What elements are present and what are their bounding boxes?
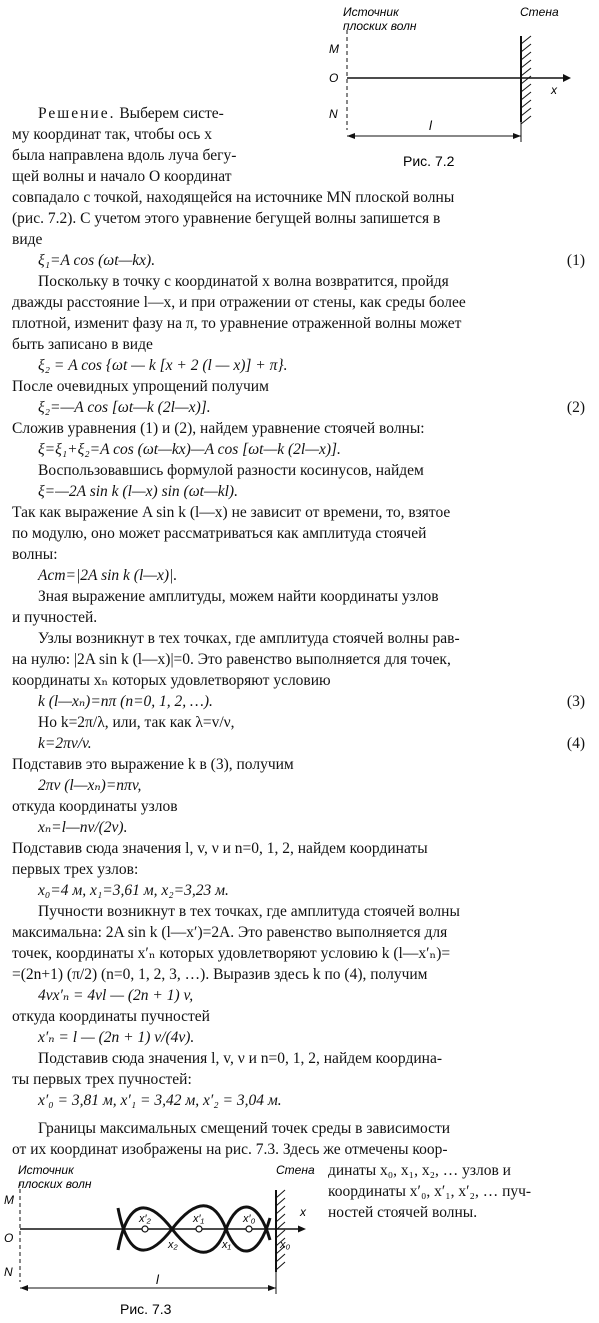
fig73-wall-hatch <box>276 1190 285 1270</box>
text-line-15: Так как выражение A sin k (l—x) не зависит от времени, то, взятое <box>12 504 451 521</box>
equation-2-number: (2) <box>566 399 585 416</box>
equation-3-number: (3) <box>566 693 585 710</box>
text-line-25: откуда координаты узлов <box>12 798 178 815</box>
text-line-21: на нулю: |2A sin k (l—x)|=0. Это равенство выполняется для точек, <box>12 651 451 668</box>
text-line-16: по модулю, оно может рассматриваться как амплитуда стоячей <box>12 525 427 542</box>
text-line-7: виде <box>12 231 43 248</box>
fig73-point-o: O <box>4 1231 14 1245</box>
equation-2: ξ₂=—A cos [ωt—k (2l—x)]. <box>38 399 211 416</box>
fig73-point-m: M <box>4 1193 14 1207</box>
text-line-39: ностей стоячей волны. <box>328 1204 478 1221</box>
equation-reflected: ξ₂ = A cos {ωt — k [x + 2 (l — x)] + π}. <box>38 357 288 374</box>
equation-4: k=2πν/v. <box>38 735 92 752</box>
text-line-23: Но k=2π/λ, или, так как λ=v/ν, <box>38 714 235 731</box>
solution-heading: Решение. <box>38 105 116 122</box>
fig73-wall-label: Стена <box>276 1163 315 1177</box>
text-line-1 <box>38 104 224 124</box>
text-line-19: и пучностей. <box>12 609 98 626</box>
text-line-33: Подставив сюда значения l, v, ν и n=0, 1, 2, найдем координа- <box>38 1050 442 1067</box>
text-line-24: Подставив это выражение k в (3), получим <box>12 756 294 773</box>
fig72-dim-arrow-left-icon <box>347 133 355 139</box>
fig73-source-label-2: плоских волн <box>18 1177 92 1191</box>
fig73-anti-x1-label: x′₁ <box>193 1213 205 1225</box>
equation-sum: ξ=ξ₁+ξ₂=A cos (ωt—kx)—A cos [ωt—k (2l—x)]. <box>38 441 341 458</box>
fig72-axis-x: x <box>551 83 557 97</box>
text-line-38: координаты x′₀, x′₁, x′₂, … пуч- <box>328 1183 532 1200</box>
figure-7-3 <box>0 1160 322 1323</box>
equation-antinode-1: 4νx′ₙ = 4νl — (2n + 1) v, <box>38 987 194 1004</box>
fig73-node-x0-label: x₀ <box>280 1239 291 1251</box>
text-line-36: от их координат изображены на рис. 7.3. Здесь же отмечены коор- <box>12 1141 448 1158</box>
text-line-2: му координат так, чтобы ось x <box>12 126 212 143</box>
text-line-11: быть записано в виде <box>12 336 153 353</box>
text-line-5: совпадало с точкой, находящейся на источнике MN плоской волны <box>12 189 455 206</box>
fig73-length-l: l <box>156 1272 159 1287</box>
text-line-4: щей волны и начало O координат <box>12 168 232 185</box>
equation-antinode-2: x′ₙ = l — (2n + 1) v/(4ν). <box>38 1029 195 1046</box>
equation-node-coordinates: xₙ=l—nv/(2ν). <box>38 819 128 836</box>
fig73-axis-x: x <box>300 1205 306 1219</box>
fig73-antinode-1-marker <box>196 1226 202 1232</box>
text-line-10: плотной, изменит фазу на π, то уравнение отраженной волны может <box>12 315 462 332</box>
fig73-node-x1-label: x₁ <box>222 1239 231 1251</box>
text-line-3: была направлена вдоль луча бегу- <box>12 147 237 164</box>
text-line-20: Узлы возникнут в тех точках, где амплитуда стоячей волны рав- <box>38 630 460 647</box>
fig73-antinode-0-marker <box>246 1226 252 1232</box>
fig73-node-x2-label: x₂ <box>168 1239 178 1251</box>
text-line-26: Подставив сюда значения l, v, ν и n=0, 1, 2, найдем координаты <box>12 840 428 857</box>
fig73-source-label-1: Источник <box>18 1163 74 1177</box>
text-line-8: Поскольку в точку с координатой x волна возвратится, пройдя <box>38 273 449 290</box>
fig72-wall-label: Стена <box>520 5 559 19</box>
fig73-point-n: N <box>4 1265 13 1279</box>
fig72-point-o: O <box>329 71 339 85</box>
text-line-12: После очевидных упрощений получим <box>12 378 269 395</box>
fig72-source-label-2: плоских волн <box>343 19 417 33</box>
text-line-18: Зная выражение амплитуды, можем найти координаты узлов <box>38 588 439 605</box>
text-line-32: откуда координаты пучностей <box>12 1008 210 1025</box>
fig73-antinode-2-marker <box>142 1226 148 1232</box>
fig73-anti-x0-label: x′₀ <box>243 1213 256 1225</box>
text-line-17: волны: <box>12 546 58 563</box>
text-line-9: дважды расстояние l—x, и при отражении от стены, как среды более <box>12 294 466 311</box>
text-line-14: Воспользовавшись формулой разности косинусов, найдем <box>38 462 424 479</box>
text-line-1-rest: Выберем систе- <box>115 105 224 122</box>
fig73-dim-arrow-left-icon <box>20 1285 28 1291</box>
fig73-arrow-icon <box>298 1226 306 1233</box>
fig73-dim-arrow-right-icon <box>268 1285 276 1291</box>
fig72-caption: Рис. 7.2 <box>403 153 455 169</box>
equation-substituted: 2πν (l—xₙ)=nπv, <box>38 777 142 794</box>
text-line-37: динаты x₀, x₁, x₂, … узлов и <box>328 1162 511 1179</box>
text-line-29: максимальна: 2A sin k (l—x′)=2A. Это равенство выполняется для <box>12 924 448 941</box>
text-line-34: ты первых трех пучностей: <box>12 1071 192 1088</box>
fig72-wall-hatch <box>521 36 531 124</box>
fig72-arrow-icon <box>563 74 571 82</box>
text-line-27: первых трех узлов: <box>12 861 139 878</box>
equation-1-number: (1) <box>566 252 585 269</box>
equation-1: ξ₁=A cos (ωt—kx). <box>38 252 156 269</box>
fig72-source-label-1: Источник <box>343 5 399 19</box>
equation-amplitude: Aст=|2A sin k (l—x)|. <box>38 567 178 584</box>
text-line-28: Пучности возникнут в тех точках, где амплитуда стоячей волны <box>38 903 460 920</box>
equation-node-values: x₀=4 м, x₁=3,61 м, x₂=3,23 м. <box>38 882 229 899</box>
fig72-dim-arrow-right-icon <box>513 133 521 139</box>
text-line-30: точек, координаты x′ₙ которых удовлетворяют условию k (l—x′ₙ)= <box>12 945 451 962</box>
fig72-length-l: l <box>429 118 432 133</box>
fig73-caption: Рис. 7.3 <box>120 1301 172 1317</box>
equation-standing-wave: ξ=—2A sin k (l—x) sin (ωt—kl). <box>38 483 238 500</box>
fig72-point-n: N <box>329 107 338 121</box>
fig73-anti-x2-label: x′₂ <box>139 1213 151 1225</box>
equation-3: k (l—xₙ)=nπ (n=0, 1, 2, …). <box>38 693 213 710</box>
text-line-35: Границы максимальных смещений точек среды в зависимости <box>38 1120 451 1137</box>
equation-4-number: (4) <box>566 735 585 752</box>
fig72-point-m: M <box>329 42 339 56</box>
text-line-6: (рис. 7.2). С учетом этого уравнение бегущей волны запишется в <box>12 210 441 227</box>
equation-antinode-values: x′₀ = 3,81 м, x′₁ = 3,42 м, x′₂ = 3,04 м. <box>38 1092 282 1109</box>
figure-7-2 <box>325 0 595 175</box>
text-line-13: Сложив уравнения (1) и (2), найдем уравнение стоячей волны: <box>12 420 425 437</box>
text-line-31: =(2n+1) (π/2) (n=0, 1, 2, 3, …). Выразив здесь k по (4), получим <box>12 966 428 983</box>
text-line-22: координаты xₙ которых удовлетворяют условию <box>12 672 331 689</box>
